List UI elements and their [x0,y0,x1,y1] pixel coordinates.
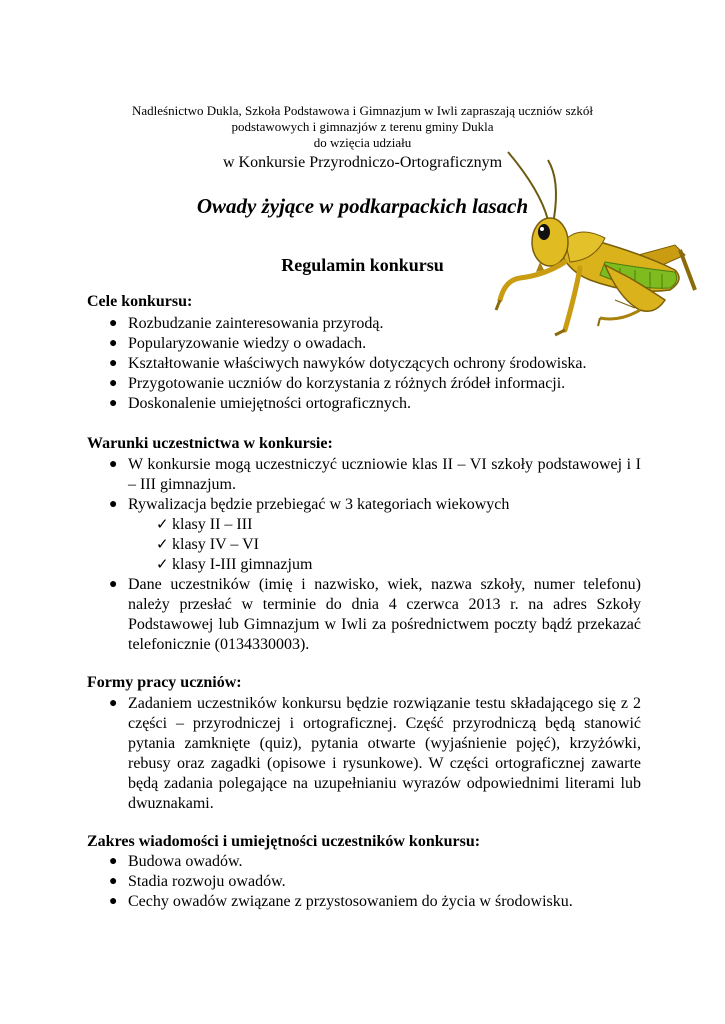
scope-heading: Zakres wiadomości i umiejętności uczestników konkursu: [87,833,481,850]
list-item: ● W konkursie mogą uczestniczyć uczniowie klas II – VI szkoły podstawowej i I – III gimnazjum. [109,456,641,493]
bullet-icon: ● [109,396,118,411]
scope-list [87,852,641,912]
bullet-icon: ● [109,894,118,909]
bullet-icon: ● [109,356,118,371]
list-item: ● Doskonalenie umiejętności ortograficznych. [109,395,412,412]
header-line-1: Nadleśnictwo Dukla, Szkoła Podstawowa i Gimnazjum w Iwli zapraszają uczniów szkół [131,103,594,118]
bullet-icon: ● [109,854,118,869]
check-mark-icon: ✓ [156,517,169,533]
conditions-heading: Warunki uczestnictwa w konkursie: [87,435,333,452]
regulations-title: Regulamin konkursu [281,255,444,275]
bullet-icon: ● [109,457,118,472]
list-item: ● Rywalizacja będzie przebiegać w 3 kategoriach wiekowych ✓ klasy II – III ✓ klasy IV – VI ✓ klasy I-III gimnazjum [87,495,641,575]
bullet-icon: ● [109,316,118,331]
list-item: ● Przygotowanie uczniów do korzystania z różnych źródeł informacji. [109,375,566,392]
goals-list [87,314,627,414]
bullet-icon: ● [109,497,118,512]
bullet-icon: ● [109,874,118,889]
bullet-icon: ● [109,577,118,592]
bullet-icon: ● [109,696,118,711]
category-item: ✓ klasy IV – VI [156,536,259,553]
list-item: ● Budowa owadów. [109,853,243,870]
conditions-list [87,455,641,655]
header-line-4: w Konkursie Przyrodniczo-Ortograficznym [222,154,503,171]
check-mark-icon: ✓ [156,537,169,553]
list-item: ● Zadaniem uczestników konkursu będzie rozwiązanie testu składającego się z 2 części – przyrodniczej i ortograficznej. Część przyrodniczą będą stanowić pytania zamknięte (quiz), pytania otwarte (wyjaśnienie pojęć), krzyżówki, rebusy oraz zagadki (opisowe i rysunkowe). W części ortograficznej zawarte będą zadania polegające na uzupełnianiu wyrazów odpowiednimi literami lub dwuznakami. [109,695,641,812]
check-mark-icon: ✓ [156,557,169,573]
categories-list [128,515,641,575]
list-item: ● Dane uczestników (imię i nazwisko, wiek, nazwa szkoły, numer telefonu) należy przesłać w terminie do dnia 4 czerwca 2013 r. na adres Szkoły Podstawowej lub Gimnazjum w Iwli za pośrednictwem poczty bądź przekazać telefonicznie (0134330003). [109,576,641,653]
list-item: ● Rozbudzanie zainteresowania przyrodą. [109,315,384,332]
document-title: Owady żyjące w podkarpackich lasach [196,194,529,218]
work-list [87,694,641,814]
bullet-icon: ● [109,336,118,351]
grasshopper-illustration [470,150,700,340]
work-heading: Formy pracy uczniów: [87,674,242,691]
category-item: ✓ klasy I-III gimnazjum [156,556,313,573]
header-line-3: do wzięcia udziału [313,135,412,150]
list-item: ● Stadia rozwoju owadów. [109,873,286,890]
list-item: ● Popularyzowanie wiedzy o owadach. [109,335,367,352]
header-line-2: podstawowych i gimnazjów z terenu gminy Dukla [231,119,494,134]
goals-heading: Cele konkursu: [87,293,193,310]
list-item: ● Kształtowanie właściwych nawyków dotyczących ochrony środowiska. [109,355,587,372]
category-item: ✓ klasy II – III [156,516,253,533]
bullet-icon: ● [109,376,118,391]
list-item: ● Cechy owadów związane z przystosowaniem do życia w środowisku. [109,893,573,910]
